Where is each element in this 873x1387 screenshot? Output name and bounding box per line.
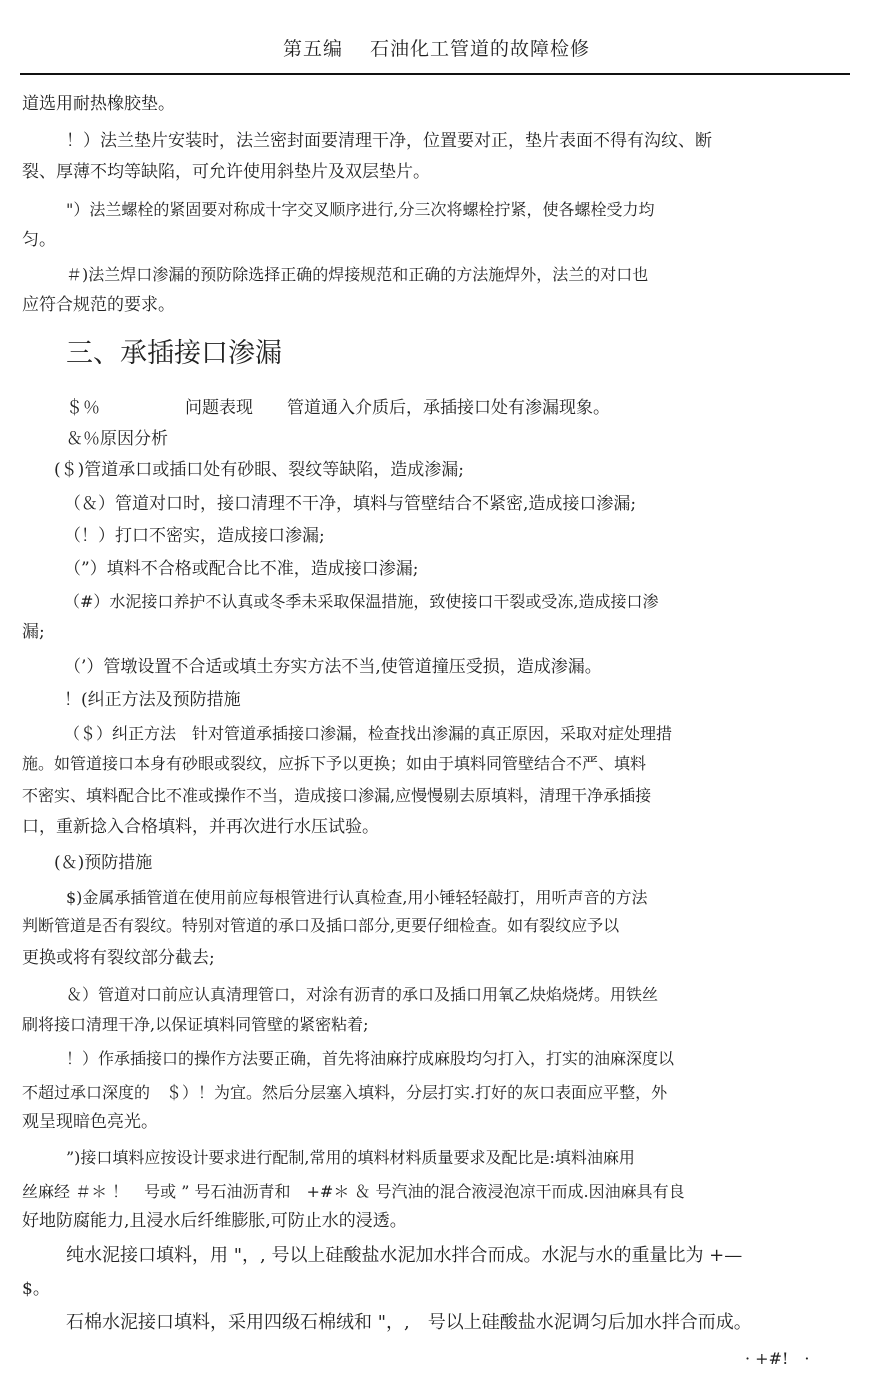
text-line: 观呈现暗色亮光。 — [22, 1112, 158, 1132]
text-line: 口，重新捻入合格填料，并再次进行水压试验。 — [22, 817, 379, 837]
text-line: 好地防腐能力,且浸水后纤维膨胀,可防止水的浸透。 — [22, 1211, 407, 1231]
subheading: (＆)预防措施 — [54, 853, 153, 873]
text-line: 判断管道是否有裂纹。特别对管道的承口及插口部分,更要仔细检查。如有裂纹应予以 — [22, 916, 620, 935]
subheading: ＆％原因分析 — [66, 429, 168, 449]
text-line: 刷将接口清理干净,以保证填料同管壁的紧密粘着; — [22, 1015, 369, 1034]
text-line: 道选用耐热橡胶垫。 — [22, 94, 175, 114]
section-heading: 三、承插接口渗漏 — [66, 338, 282, 369]
text-line: 漏; — [22, 622, 45, 642]
text-line: ！）作承插接口的操作方法要正确，首先将油麻拧成麻股均匀打入，打实的油麻深度以 — [66, 1049, 675, 1068]
text-line: 不超过承口深度的 ＄）！为宜。然后分层塞入填料，分层打实.打好的灰口表面应平整，外 — [22, 1083, 668, 1102]
text-line: （＆）管道对口时，接口清理不干净，填料与管壁结合不紧密,造成接口渗漏; — [64, 494, 637, 514]
text-line: $)金属承插管道在使用前应每根管进行认真检查,用小锤轻轻敲打，用听声音的方法 — [66, 888, 648, 907]
page-header: 第五编 石油化工管道的故障检修 — [282, 38, 591, 60]
text-line: 裂、厚薄不均等缺陷，可允许使用斜垫片及双层垫片。 — [22, 162, 430, 182]
text-line: 更换或将有裂纹部分截去; — [22, 948, 215, 968]
text-line: ＄％ 问题表现 管道通入介质后，承插接口处有渗漏现象。 — [66, 398, 610, 418]
text-line: 不密实、填料配合比不准或操作不当，造成接口渗漏,应慢慢剔去原填料，清理干净承插接 — [22, 786, 652, 805]
text-line: （＄）纠正方法 针对管道承插接口渗漏，检查找出渗漏的真正原因，采取对症处理措 — [64, 724, 673, 743]
text-line: "）法兰螺栓的紧固要对称成十字交叉顺序进行,分三次将螺栓拧紧，使各螺栓受力均 — [66, 200, 655, 219]
page-number: · +#! · — [745, 1349, 810, 1368]
text-line: （！）打口不密实，造成接口渗漏; — [64, 526, 325, 546]
text-line: (＄)管道承口或插口处有砂眼、裂纹等缺陷，造成渗漏; — [54, 460, 464, 480]
text-line: ＃)法兰焊口渗漏的预防除选择正确的焊接规范和正确的方法施焊外，法兰的对口也 — [66, 265, 649, 284]
text-line: 应符合规范的要求。 — [22, 295, 175, 315]
header-rule — [20, 73, 850, 75]
text-line: 匀。 — [22, 230, 56, 250]
text-line: 丝麻经 ＃＊ ！ 号或 ” 号石油沥青和 +#＊ ＆ 号汽油的混合液浸泡凉干而成.因油麻具有良 — [22, 1182, 685, 1201]
text-line: （’）管墩设置不合适或填土夯实方法不当,使管道撞压受损，造成渗漏。 — [64, 657, 602, 677]
text-line: 纯水泥接口填料，用 "，, 号以上硅酸盐水泥加水拌合而成。水泥与水的重量比为 +— — [66, 1245, 743, 1266]
text-line: 石棉水泥接口填料，采用四级石棉绒和 "，, 号以上硅酸盐水泥调匀后加水拌合而成。 — [66, 1312, 752, 1333]
text-line: ！）法兰垫片安装时，法兰密封面要清理干净，位置要对正，垫片表面不得有沟纹、断 — [66, 131, 712, 151]
text-line: $。 — [22, 1279, 50, 1299]
text-line: （”）填料不合格或配合比不准，造成接口渗漏; — [64, 559, 419, 579]
subheading: ！(纠正方法及预防措施 — [64, 690, 241, 710]
text-line: ＆）管道对口前应认真清理管口，对涂有沥青的承口及插口用氧乙炔焰烧烤。用铁丝 — [66, 985, 659, 1004]
text-line: ”)接口填料应按设计要求进行配制,常用的填料材料质量要求及配比是:填料油麻用 — [66, 1148, 635, 1167]
text-line: （#）水泥接口养护不认真或冬季未采取保温措施，致使接口干裂或受冻,造成接口渗 — [64, 592, 659, 611]
text-line: 施。如管道接口本身有砂眼或裂纹，应拆下予以更换；如由于填料同管壁结合不严、填料 — [22, 754, 647, 773]
